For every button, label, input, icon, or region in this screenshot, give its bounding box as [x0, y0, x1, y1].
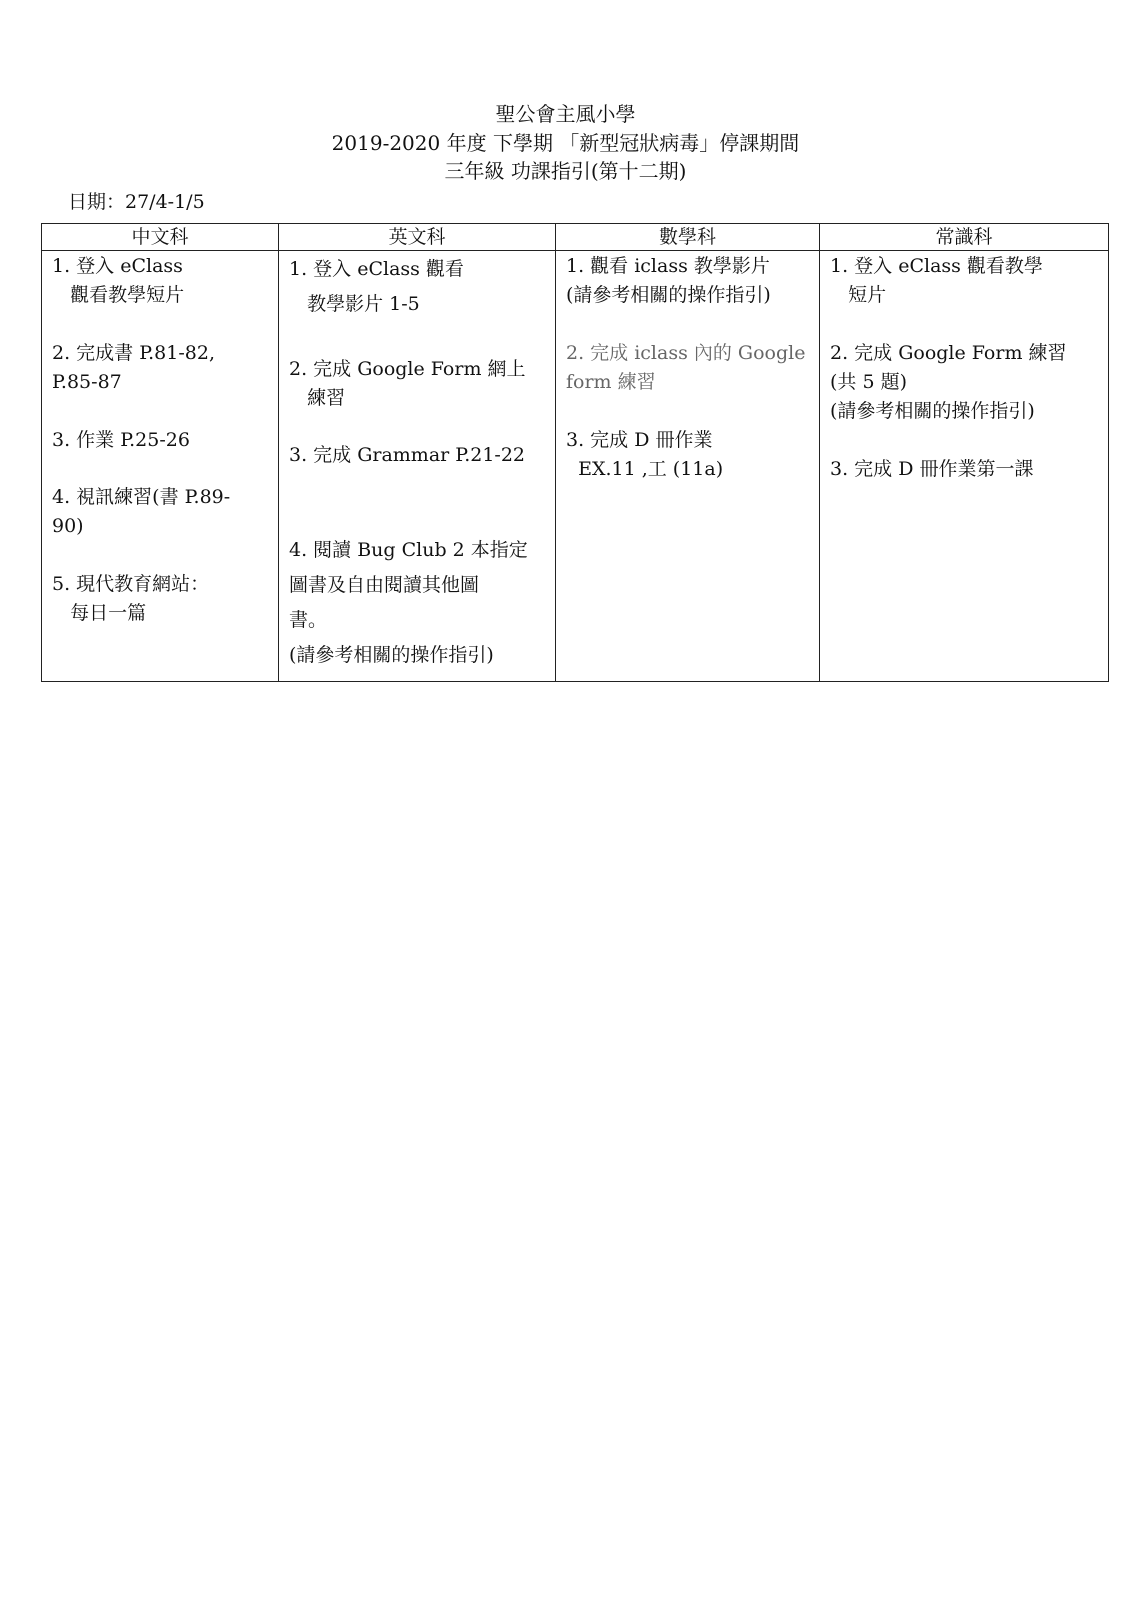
- document-header: [0, 100, 1131, 186]
- gs-item-1: 1. 登入 eClass 觀看教學 短片: [830, 255, 1043, 306]
- column-header-math: 數學科: [556, 224, 820, 251]
- column-header-english: 英文科: [279, 224, 556, 251]
- chinese-item-1: 1. 登入 eClass 觀看教學短片: [52, 255, 185, 306]
- chinese-item-5: 5. 現代教育網站： 每日一篇: [52, 573, 210, 624]
- math-item-2: 2. 完成 iclass 內的 Google form 練習: [566, 342, 806, 393]
- chinese-item-2: 2. 完成書 P.81-82, P.85-87: [52, 342, 215, 393]
- date-range: 日期：27/4-1/5: [68, 191, 205, 213]
- table-header-row: [42, 224, 1109, 251]
- column-header-general-studies: 常識科: [820, 224, 1109, 251]
- chinese-cell: [42, 251, 279, 682]
- math-item-3: 3. 完成 D 冊作業 EX.11 ,工 (11a): [566, 429, 724, 480]
- math-cell: [556, 251, 820, 682]
- school-name: 聖公會主風小學: [495, 102, 636, 126]
- document-title: 三年級 功課指引(第十二期): [444, 159, 687, 183]
- gs-item-3: 3. 完成 D 冊作業第一課: [830, 458, 1034, 480]
- english-item-4-note: (請參考相關的操作指引): [289, 644, 494, 666]
- english-item-4: 4. 閱讀 Bug Club 2 本指定 圖書及自由閱讀其他圖 書。: [289, 539, 528, 631]
- english-cell: [279, 251, 556, 682]
- english-item-3: 3. 完成 Grammar P.21-22: [289, 444, 526, 466]
- column-header-chinese: 中文科: [42, 224, 279, 251]
- english-item-2: 2. 完成 Google Form 網上 練習: [289, 358, 526, 409]
- english-item-1: 1. 登入 eClass 觀看 教學影片 1-5: [289, 258, 464, 315]
- term-title: 2019-2020 年度 下學期 「新型冠狀病毒」停課期間: [331, 130, 800, 155]
- homework-table: [41, 223, 1109, 682]
- general-studies-cell: [820, 251, 1109, 682]
- math-item-1: 1. 觀看 iclass 教學影片 (請參考相關的操作指引): [566, 255, 771, 306]
- chinese-item-4: 4. 視訊練習(書 P.89- 90): [52, 486, 231, 537]
- table-row: [42, 251, 1109, 682]
- gs-item-2: 2. 完成 Google Form 練習 (共 5 題) (請參考相關的操作指引): [830, 342, 1067, 422]
- chinese-item-3: 3. 作業 P.25-26: [52, 429, 190, 451]
